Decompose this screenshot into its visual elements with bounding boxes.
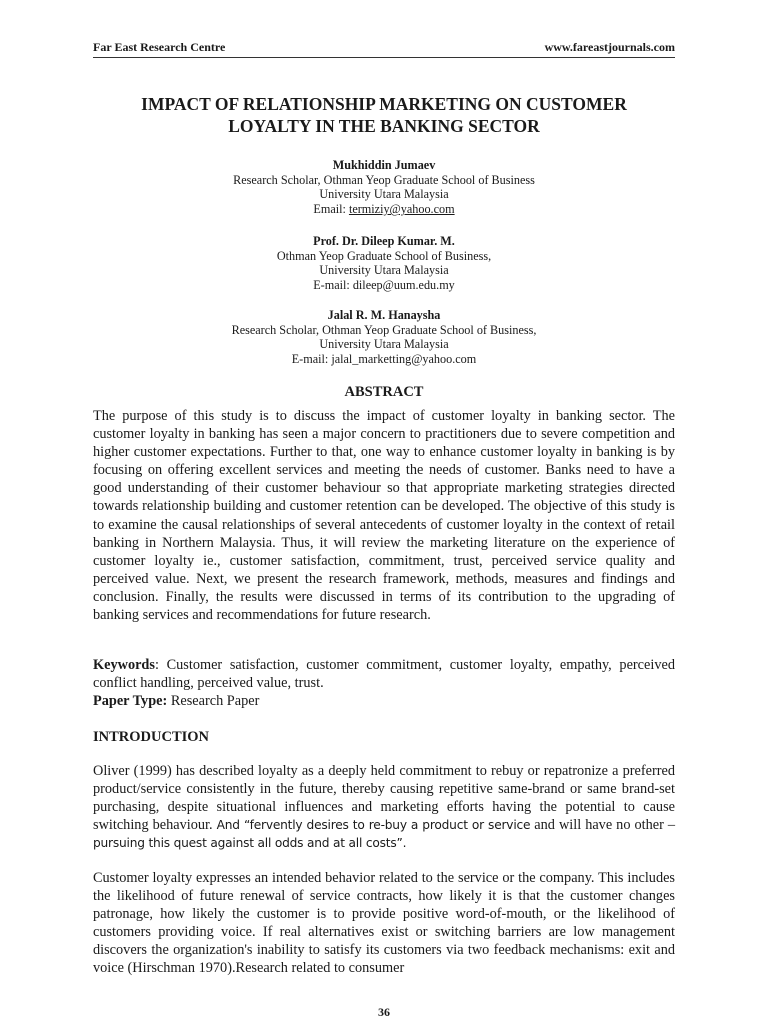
introduction-paragraph-1 [93,762,675,852]
author-email-link[interactable]: termiziy@yahoo.com [348,202,455,217]
author-block-1 [93,158,675,217]
author-university: University Utara Malaysia [319,263,449,278]
author-name: Jalal R. M. Hanaysha [327,308,441,322]
author-affiliation: Research Scholar, Othman Yeop Graduate School of Business [233,172,535,187]
author-affiliation: Othman Yeop Graduate School of Business, [276,248,492,263]
paper-type-label: Paper Type: [93,693,168,709]
intro-text-part-2: and will have no other – [530,817,675,834]
author-university: University Utara Malaysia [319,337,449,352]
author-email-line: E-mail: jalal_marketting@yahoo.com [291,352,477,367]
keywords-text: : Customer satisfaction, customer commitment, customer loyalty, empathy, perceived conflict handling, perceived value, trust. [93,657,675,692]
email-label: Email: [313,202,349,217]
keywords-paragraph [93,656,675,692]
introduction-heading: INTRODUCTION [93,729,210,745]
introduction-paragraph-2: Customer loyalty expresses an intended behavior related to the service or the company. This includes the likelihood of future renewal of service contracts, how likely it is that the customer changes patronage, how likely the customer is to provide positive word-of-mouth, or the likelihood of customers providing voice. If real alternatives exist or switching barriers are low management discovers the organization's inability to satisfy its customers via two feedback mechanisms: exit and voice (Hirschman 1970).Research related to consumer [93,870,675,977]
journal-website-link[interactable]: www.fareastjournals.com [544,40,675,54]
author-name: Mukhiddin Jumaev [332,158,436,172]
page-number: 36 [378,1005,390,1019]
paper-type-line [93,692,675,710]
author-affiliation: Research Scholar, Othman Yeop Graduate School of Business, [231,322,537,337]
author-university: University Utara Malaysia [319,187,449,202]
author-email-line [93,202,675,217]
intro-quote-part-1: And “fervently desires to re-buy a product or service [212,818,531,833]
author-block-3 [93,308,675,367]
title-line-1: IMPACT OF RELATIONSHIP MARKETING ON CUSTOMER [141,94,627,114]
intro-text-part-1: Oliver (1999) has described loyalty as a deeply held commitment to rebuy or repatronize a preferred product/service consistently in the future, thereby causing repetitive same-brand or same brand-set purchasing, despite situational influences and marketing efforts having the potential to cause switching behaviour. [93,763,675,834]
publisher-name: Far East Research Centre [93,40,226,54]
abstract-heading: ABSTRACT [344,384,424,400]
author-email-line: E-mail: dileep@uum.edu.my [313,278,455,293]
paper-type-value: Research Paper [167,693,260,709]
paper-title [93,93,675,137]
author-name: Prof. Dr. Dileep Kumar. M. [313,234,455,248]
abstract-text: The purpose of this study is to discuss the impact of customer loyalty in banking sector. The customer loyalty in banking has seen a major concern to practitioners due to severe competition and higher customer expectations. Further to that, one way to enhance customer loyalty in banking is by focusing on offering excellent services and meeting the needs of customer. Banks need to have a good understanding of their customer behaviour so that appropriate marketing strategies directed towards relationship building and customer retention can be developed. The objective of this study is to examine the causal relationships of several antecedents of customer loyalty in the context of retail banking in Northern Malaysia. Thus, it will review the marketing literature on the experience of customer loyalty ie., customer satisfaction, commitment, trust, perceived service quality and perceived value. Next, we present the research framework, methods, measures and findings and conclusion. Finally, the results were discussed in terms of its contribution to the upgrading of banking services and recommendations for future research. [93,408,675,624]
running-header [93,40,675,58]
title-line-2: LOYALTY IN THE BANKING SECTOR [228,116,540,136]
keywords-label: Keywords [93,657,155,673]
author-block-2 [93,234,675,293]
intro-quote-part-2: pursuing this quest against all odds and at all costs”. [93,836,407,851]
